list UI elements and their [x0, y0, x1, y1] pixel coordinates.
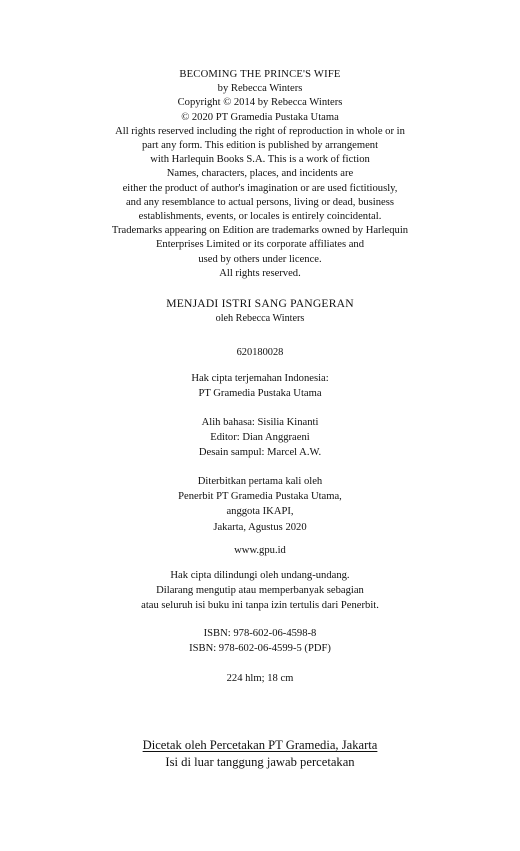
legal-line: Names, characters, places, and incidents are: [166, 168, 354, 180]
original-edition-block: [0, 68, 520, 281]
publication-line: anggota IKAPI,: [226, 506, 294, 518]
product-code: 620180028: [236, 347, 284, 358]
legal-line: All rights reserved.: [219, 267, 301, 279]
legal-line: part any form. This edition is published by arrangement: [141, 140, 379, 152]
translation-rights-line: Hak cipta terjemahan Indonesia:: [191, 373, 329, 384]
original-author: by Rebecca Winters: [217, 83, 303, 95]
editor-credit: Editor: Dian Anggraeni: [210, 432, 310, 444]
publication-info: [0, 474, 520, 535]
legal-line: Trademarks appearing on Edition are trademarks owned by Harlequin: [111, 225, 409, 237]
credits: [0, 415, 520, 461]
rights-notice: [0, 568, 520, 614]
legal-line: and any resemblance to actual persons, living or dead, business: [125, 196, 394, 208]
isbn-pdf: ISBN: 978-602-06-4599-5 (PDF): [189, 643, 331, 655]
rights-notice-line: Dilarang mengutip atau memperbanyak sebagian: [156, 585, 364, 597]
original-copyright: Copyright © 2014 by Rebecca Winters: [177, 97, 343, 109]
publication-line: Diterbitkan pertama kali oleh: [197, 476, 323, 487]
legal-line: establishments, events, or locales is entirely coincidental.: [138, 211, 382, 223]
legal-line: either the product of author's imagination or are used fictitiously,: [122, 182, 398, 194]
translated-author: oleh Rebecca Winters: [215, 313, 305, 324]
isbn-block: [0, 626, 520, 656]
rights-notice-line: Hak cipta dilindungi oleh undang-undang.: [170, 570, 350, 581]
publication-line: Penerbit PT Gramedia Pustaka Utama,: [178, 491, 342, 503]
book-format: 224 hlm; 18 cm: [226, 673, 294, 684]
printer-disclaimer: Isi di luar tanggung jawab percetakan: [165, 755, 355, 769]
translation-rights-line: PT Gramedia Pustaka Utama: [198, 388, 322, 400]
legal-line: used by others under licence.: [198, 253, 322, 265]
translation-rights: [0, 371, 520, 401]
translator-credit: Alih bahasa: Sisilia Kinanti: [201, 417, 319, 428]
printed-by: Dicetak oleh Percetakan PT Gramedia, Jakarta: [142, 738, 378, 752]
publisher-website: www.gpu.id: [234, 545, 286, 556]
isbn-print: ISBN: 978-602-06-4598-8: [203, 628, 317, 639]
legal-line: All rights reserved including the right of reproduction in whole or in: [115, 125, 405, 137]
translated-title: MENJADI ISTRI SANG PANGERAN: [166, 297, 354, 310]
translation-copyright: © 2020 PT Gramedia Pustaka Utama: [181, 111, 339, 123]
rights-notice-line: atau seluruh isi buku ini tanpa izin tertulis dari Penerbit.: [141, 600, 379, 612]
printer-block: [0, 737, 520, 771]
cover-design-credit: Desain sampul: Marcel A.W.: [198, 447, 322, 459]
publication-line: Jakarta, Agustus 2020: [213, 521, 307, 533]
original-title: BECOMING THE PRINCE'S WIFE: [179, 69, 341, 80]
legal-line: Enterprises Limited or its corporate affiliates and: [155, 239, 365, 251]
legal-line: with Harlequin Books S.A. This is a work of fiction: [150, 154, 370, 166]
